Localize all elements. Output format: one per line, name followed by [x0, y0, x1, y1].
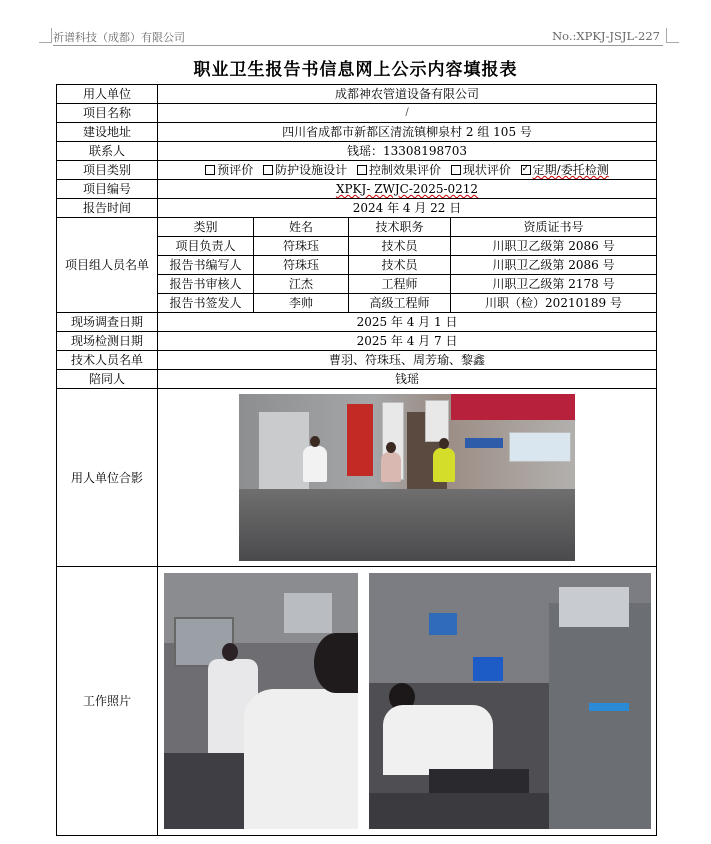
team-cell-title: 工程师 [349, 275, 451, 294]
row-escort [57, 370, 657, 389]
group-photo-label: 用人单位合影 [57, 389, 158, 567]
report-time-value: 2024 年 4 月 22 日 [158, 199, 657, 218]
header-corner-left [39, 28, 52, 43]
escort-label: 陪同人 [57, 370, 158, 389]
photo-banner-left [347, 404, 373, 476]
option-label: 定期/委托检测 [532, 163, 609, 177]
photo-workbench [549, 603, 651, 829]
photo-head-right [439, 438, 449, 449]
team-header-cert: 资质证书号 [451, 218, 657, 237]
work-photos-label: 工作照片 [57, 567, 158, 836]
row-team-header [57, 218, 657, 237]
photo-operator-jacket [383, 705, 493, 775]
photo-instrument [473, 657, 503, 681]
work-photos-cell [158, 567, 657, 836]
checkbox-status-evaluation[interactable] [451, 165, 461, 175]
team-cell-title: 技术员 [349, 237, 451, 256]
survey-date-value: 2025 年 4 月 1 日 [158, 313, 657, 332]
row-contact [57, 142, 657, 161]
photo-sheet-metal [559, 587, 629, 627]
row-project-name [57, 104, 657, 123]
team-cell-cert: 川职卫乙级第 2086 号 [451, 237, 657, 256]
row-report-time [57, 199, 657, 218]
project-no-label: 项目编号 [57, 180, 158, 199]
row-technicians [57, 351, 657, 370]
checkbox-control-effect[interactable] [357, 165, 367, 175]
checkbox-periodic-testing[interactable] [521, 165, 531, 175]
option-pre-evaluation[interactable] [205, 163, 253, 177]
photo-technician-jacket [244, 689, 358, 829]
photo-floor-left [164, 753, 244, 829]
team-cell-name: 李帅 [254, 294, 349, 313]
employer-label: 用人单位 [57, 85, 158, 104]
option-status-evaluation[interactable] [451, 163, 511, 177]
option-label: 控制效果评价 [368, 163, 441, 177]
team-label: 项目组人员名单 [57, 218, 158, 313]
survey-date-label: 现场调查日期 [57, 313, 158, 332]
address-label: 建设地址 [57, 123, 158, 142]
header-company: 祈谱科技（成都）有限公司 [53, 31, 185, 44]
header-rule [53, 45, 663, 46]
photo-person-right [433, 448, 455, 482]
group-photo-cell [158, 389, 657, 567]
test-date-value: 2025 年 4 月 7 日 [158, 332, 657, 351]
header-doc-no: No.:XPKJ-JSJL-227 [552, 29, 660, 43]
checkbox-pre-evaluation[interactable] [205, 165, 215, 175]
work-photo-left [164, 573, 358, 829]
team-cell-name: 符珠珏 [254, 256, 349, 275]
team-cell-title: 高级工程师 [349, 294, 451, 313]
checkbox-protection-design[interactable] [263, 165, 273, 175]
row-group-photo [57, 389, 657, 567]
row-category [57, 161, 657, 180]
team-cell-name: 符珠珏 [254, 237, 349, 256]
technicians-label: 技术人员名单 [57, 351, 158, 370]
project-name-value: / [158, 104, 657, 123]
group-photo-image [239, 394, 575, 561]
photo-person-left [303, 446, 327, 482]
photo-ground [239, 489, 575, 561]
team-cell-role: 报告书签发人 [158, 294, 254, 313]
team-cell-name: 江杰 [254, 275, 349, 294]
team-cell-cert: 川职（检）20210189 号 [451, 294, 657, 313]
address-value: 四川省成都市新都区清流镇柳泉村 2 组 105 号 [158, 123, 657, 142]
photo-blue-machine [429, 613, 457, 635]
photo-gate [259, 412, 309, 489]
photo-notice-board [509, 432, 571, 462]
option-protection-design[interactable] [263, 163, 347, 177]
project-no-text: XPKJ- ZWJC-2025-0212 [335, 182, 479, 196]
team-header-name: 姓名 [254, 218, 349, 237]
category-options [158, 161, 657, 180]
row-test-date [57, 332, 657, 351]
photo-blue-rod [589, 703, 629, 711]
team-cell-cert: 川职卫乙级第 2086 号 [451, 256, 657, 275]
photo-head-left [310, 436, 320, 447]
project-name-label: 项目名称 [57, 104, 158, 123]
row-address [57, 123, 657, 142]
option-control-effect[interactable] [357, 163, 441, 177]
photo-banner-top [451, 394, 575, 420]
team-cell-role: 报告书编写人 [158, 256, 254, 275]
work-photo-right [369, 573, 651, 829]
team-header-title: 技术职务 [349, 218, 451, 237]
photo-worker-head [222, 643, 238, 661]
team-cell-cert: 川职卫乙级第 2178 号 [451, 275, 657, 294]
test-date-label: 现场检测日期 [57, 332, 158, 351]
photo-person-middle [381, 452, 401, 482]
escort-value: 钱瑶 [158, 370, 657, 389]
info-form-table [56, 84, 657, 836]
team-cell-role: 项目负责人 [158, 237, 254, 256]
photo-head-middle [386, 442, 396, 453]
report-time-label: 报告时间 [57, 199, 158, 218]
page-header [53, 29, 660, 45]
photo-technician-head [314, 633, 358, 693]
work-photos-wrap [158, 570, 657, 832]
option-periodic-testing[interactable] [521, 163, 609, 177]
header-corner-right [666, 28, 679, 43]
option-label: 防护设施设计 [275, 163, 348, 177]
option-label: 现状评价 [462, 163, 511, 177]
row-employer [57, 85, 657, 104]
photo-window [284, 593, 332, 633]
photo-blue-sign [465, 438, 503, 448]
team-cell-title: 技术员 [349, 256, 451, 275]
team-header-category: 类别 [158, 218, 254, 237]
category-label: 项目类别 [57, 161, 158, 180]
row-work-photos [57, 567, 657, 836]
project-no-value [158, 180, 657, 199]
photo-floor-right [369, 793, 549, 829]
row-survey-date [57, 313, 657, 332]
row-project-no [57, 180, 657, 199]
photo-sign-small [425, 400, 449, 442]
page-title: 职业卫生报告书信息网上公示内容填报表 [193, 60, 518, 80]
option-label: 预评价 [217, 163, 254, 177]
team-cell-role: 报告书审核人 [158, 275, 254, 294]
employer-value: 成都神农管道设备有限公司 [158, 85, 657, 104]
technicians-value: 曹羽、符珠珏、周芳瑜、黎鑫 [158, 351, 657, 370]
contact-label: 联系人 [57, 142, 158, 161]
contact-value: 钱瑶：13308198703 [158, 142, 657, 161]
